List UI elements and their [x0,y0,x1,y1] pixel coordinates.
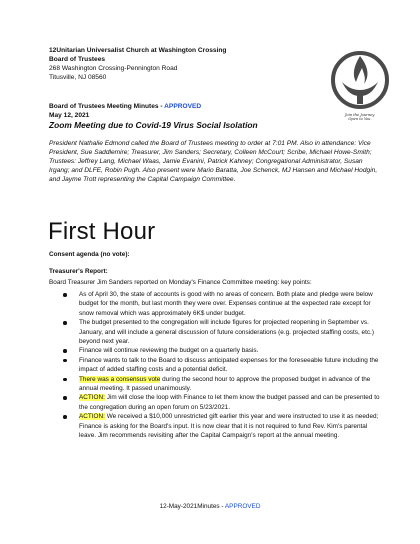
bullet-dot-icon [63,359,67,363]
address-line-1: 268 Washington Crossing-Pennington Road [49,65,178,72]
treasurer-report-intro: Board Treasurer Jim Sanders reported on Monday's Finance Committee meeting: key points: [49,279,312,286]
bullet-dot-icon [63,293,67,297]
letterhead [49,46,329,82]
list-item [49,356,381,375]
bullet-text: We received a $10,000 unrestricted gift earlier this year and were instructed to use it as needed; Finance is asking for the Board's input. It is now clear that it is not required to fund Rev. Kim's parental leave. Jim recommends revisiting after the Capital Campaign's report at the annual meeting. [79,413,379,440]
intro-paragraph: President Nathalie Edmond called the Board of Trustees meeting to order at 7:01 PM. Also in attendance: Vice President, Sue Saddlemire; Treasurer, Jim Sanders; Secretary, Colleen McCourt; Scribe, Michael Howe-Smith; Trustees: Jeffrey Lang, Michael Waas, Jamie Evanini, Patrick Kahney; Congregational Administrator, Susan Irgang; and DLFE, Robin Pugh. Also present were Mario Baratta, Joe Schenck, MJ Hansen and Michael Hodgin, and Jayme Trott representing the Capital Campaign Committee. [49,140,378,184]
zoom-note: Zoom Meeting due to Covid-19 Virus Social Isolation [49,120,258,130]
bullet-dot-icon [63,349,67,353]
bullet-text: Jim will close the loop with Finance to let them know the budget passed and can be presented to the congregation during an open forum on 5/23/2021. [79,394,380,411]
bullet-text: Finance will continue reviewing the budget on a quarterly basis. [79,347,259,355]
list-item [49,393,381,412]
action-label: ACTION: [79,413,105,421]
bullet-dot-icon [63,396,67,400]
bullet-dot-icon [63,378,67,382]
logo-tagline-line-1: Join the Journey. [344,113,375,117]
list-item [49,346,381,355]
logo-tagline-line-2: Open to You. [348,117,372,122]
bullet-text: As of April 30, the state of accounts is good with no areas of concern. Both plate and pledge were below budget for the month, but last month they were over. Expenses continue at the expected rate except for snow removal which was approximately 6K$ under budget. [79,291,373,317]
highlighted-text: There was a consensus vote [79,375,161,383]
treasurer-report-title: Treasurer's Report: [49,268,108,275]
bullet-dot-icon [63,321,67,325]
approved-status: APPROVED [164,103,202,110]
list-item [49,290,381,318]
consent-agenda-label: Consent agenda (no vote): [49,251,130,258]
list-item [49,375,381,394]
minutes-title-text: Board of Trustees Meeting Minutes - [49,103,165,110]
minutes-header [49,102,349,131]
footer-text: 12-May-2021Minutes - [159,503,225,510]
section-heading: First Hour [48,218,156,245]
bullet-dot-icon [63,415,67,419]
address-line-2: Titusville, NJ 08560 [49,74,107,81]
list-item [49,412,381,440]
list-item [49,318,381,346]
board-name: Board of Trustees [49,56,106,63]
minutes-title [49,102,349,111]
treasurer-bullets [49,290,381,441]
action-label: ACTION: [79,394,105,402]
bullet-text: during the second hour to approve the proposed budget in advance of the annual meeting. It passed unanimously. [79,375,371,393]
meeting-date: May 12, 2021 [49,112,90,119]
bullet-text: The budget presented to the congregation will include figures for projected reopening in September vs. January, and will include a general discussion of future considerations (e.g. projected staffing costs, etc.) beyond next year. [79,319,374,346]
footer-approved-status: APPROVED [224,503,261,510]
org-name: 12Unitarian Universalist Church at Washington Crossing [49,47,227,54]
bullet-text: Finance wants to talk to the Board to discuss anticipated expenses for the foreseeable future including the impact of added staffing costs and a potential deficit. [79,356,379,374]
page-footer [0,503,420,510]
